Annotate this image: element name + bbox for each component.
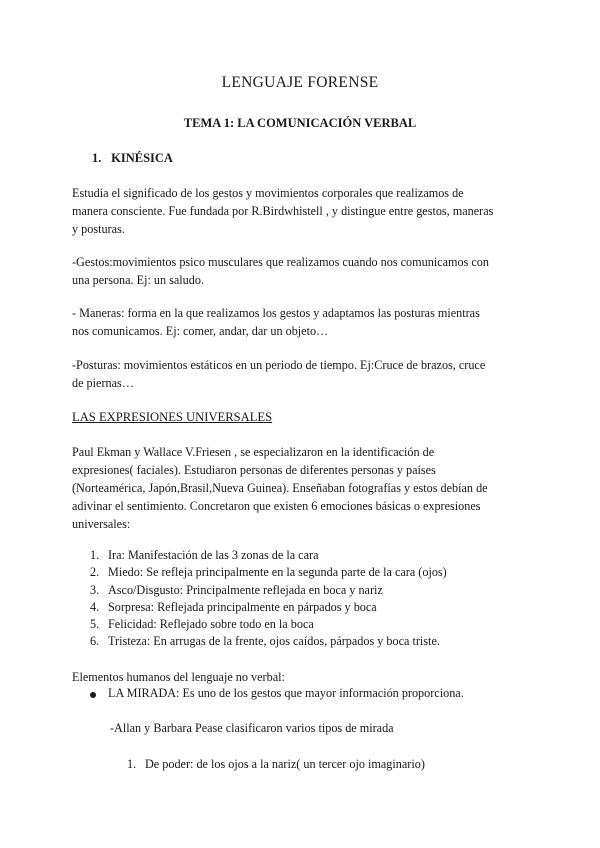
document-title: LENGUAJE FORENSE: [221, 74, 379, 91]
list-text: Sorpresa: Reflejada principalmente en párpados y boca: [108, 599, 377, 614]
elementos-line: Elementos humanos del lenguaje no verbal:: [72, 670, 285, 684]
pease-line: -Allan y Barbara Pease clasificaron varios tipos de mirada: [110, 721, 394, 735]
text-line: de piernas…: [72, 376, 134, 390]
section-number: 1.: [92, 151, 102, 165]
list-number: 1.: [90, 548, 100, 562]
list-text: Ira: Manifestación de las 3 zonas de la cara: [108, 548, 319, 562]
document-subtitle: TEMA 1: LA COMUNICACIÓN VERBAL: [183, 116, 417, 130]
posturas-paragraph: [72, 356, 532, 392]
list-text: Felicidad: Reflejado sobre todo en la boca: [108, 617, 314, 632]
list-item: [90, 616, 447, 633]
text-line: -Gestos:movimientos psico musculares que realizamos cuando nos comunicamos con: [72, 255, 489, 269]
maneras-paragraph: [72, 304, 532, 340]
ekman-paragraph: [72, 443, 532, 533]
text-line: expresiones( faciales). Estudiaron personas de diferentes personas y países: [72, 463, 436, 477]
gestos-paragraph: [72, 253, 532, 289]
universal-expressions-heading: LAS EXPRESIONES UNIVERSALES: [72, 410, 273, 424]
list-item: [90, 633, 447, 650]
section-title: KINÉSICA: [111, 151, 173, 165]
text-line: nos comunicamos. Ej: comer, andar, dar un objeto…: [72, 324, 329, 338]
text-line: Estudia el significado de los gestos y movimientos corporales que realizamos de: [72, 186, 464, 200]
text-line: una persona. Ej: un saludo.: [72, 273, 205, 287]
text-line: universales:: [72, 517, 131, 531]
list-number: 4.: [90, 599, 100, 614]
text-line: -Posturas: movimientos estáticos en un periodo de tiempo. Ej:Cruce de brazos, cruce: [72, 358, 486, 372]
list-text: De poder: de los ojos a la nariz( un tercer ojo imaginario): [145, 757, 425, 771]
list-item: [90, 599, 447, 616]
list-number: 5.: [90, 617, 100, 632]
text-line: - Maneras: forma en la que realizamos los gestos y adaptamos las posturas mientras: [72, 306, 480, 320]
text-line: y posturas.: [72, 222, 125, 236]
text-line: adivinar el sentimiento. Concretaron que existen 6 emociones básicas o expresiones: [72, 499, 481, 513]
list-number: 3.: [90, 582, 100, 597]
text-line: manera consciente. Fue fundada por R.Birdwhistell , y distingue entre gestos, maneras: [72, 204, 494, 218]
list-item: [90, 547, 447, 564]
list-text: Tristeza: En arrugas de la frente, ojos caídos, párpados y boca triste.: [108, 634, 440, 649]
text-line: (Norteamérica, Japón,Brasil,Nueva Guinea). Enseñaban fotografías y estos debían de: [72, 481, 488, 495]
list-number: 1.: [127, 757, 137, 771]
emotions-list: [90, 547, 447, 651]
list-text: Asco/Disgusto: Principalmente reflejada en boca y nariz: [108, 582, 383, 597]
text-line: Paul Ekman y Wallace V.Friesen , se especializaron en la identificación de: [72, 445, 435, 459]
mirada-bullet: [90, 686, 464, 701]
bullet-text: LA MIRADA: Es uno de los gestos que mayor información proporciona.: [108, 686, 464, 700]
section-heading-kinesica: [92, 151, 173, 166]
list-item: [90, 582, 447, 599]
intro-paragraph: [72, 184, 532, 238]
mirada-types-item: [127, 757, 425, 772]
bullet-icon: [90, 692, 96, 698]
list-text: Miedo: Se refleja principalmente en la segunda parte de la cara (ojos): [108, 565, 447, 580]
list-number: 2.: [90, 565, 100, 580]
list-number: 6.: [90, 634, 100, 649]
list-item: [90, 564, 447, 581]
